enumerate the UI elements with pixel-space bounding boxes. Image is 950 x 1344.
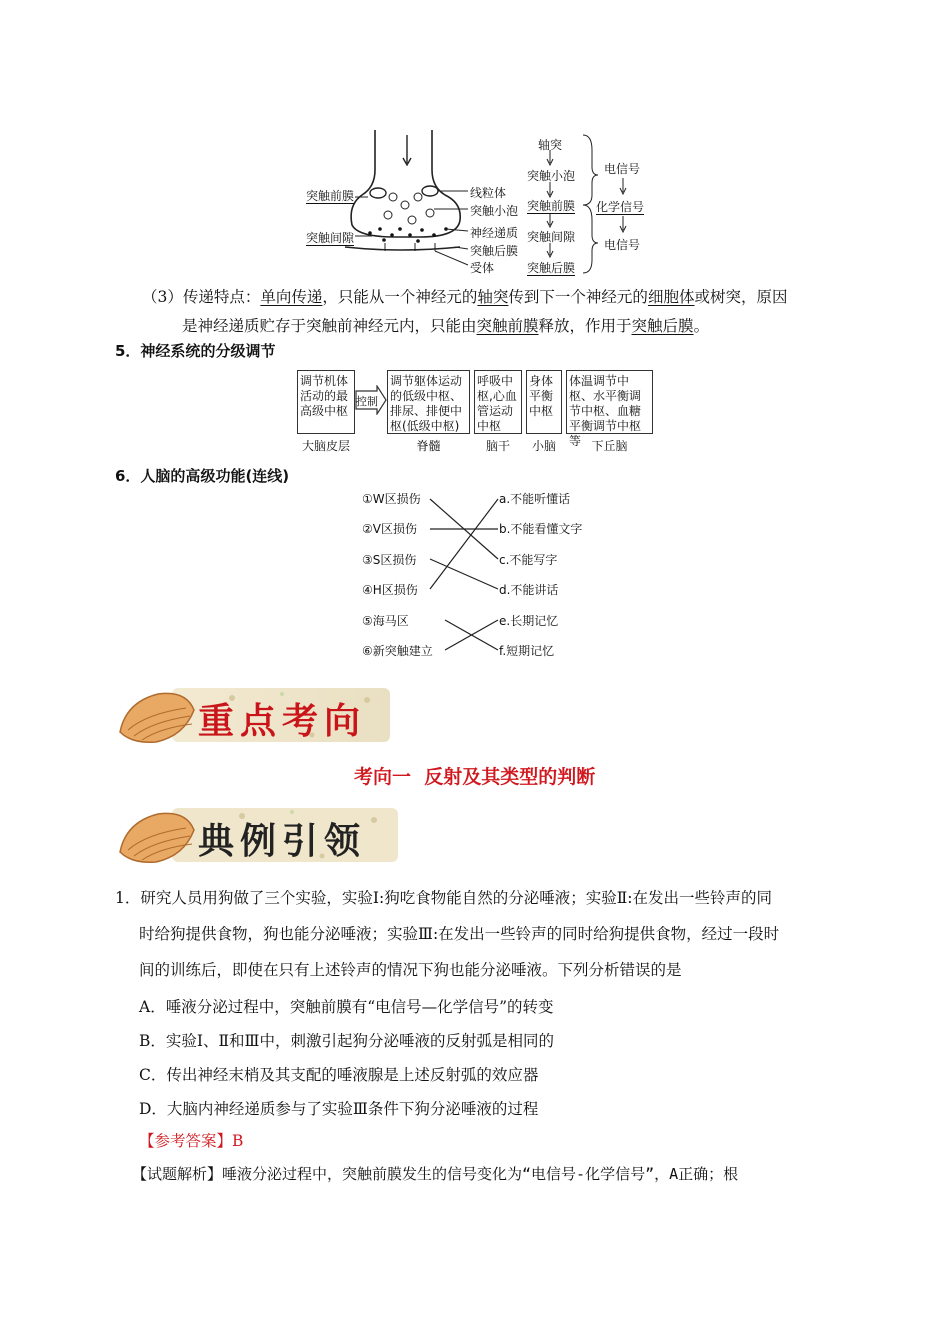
left-item-hippocampus: ⑤海马区 (362, 614, 409, 628)
question-1 (115, 880, 845, 988)
text: 释放，作用于 (538, 317, 632, 335)
answer-value: B (232, 1132, 244, 1150)
shell-icon (116, 684, 198, 746)
label-synaptic-cleft: 突触间隙 (306, 231, 355, 245)
flow-cleft: 突触间隙 (527, 230, 576, 244)
question-stem-line-3: 间的训练后，即使在只有上述铃声的情况下狗也能分泌唾液。下列分析错误的是 (139, 961, 682, 979)
flow-presynaptic: 突触前膜 (527, 199, 576, 213)
blank-cell-body: 细胞体 (647, 288, 695, 306)
left-item-v: ②V区损伤 (362, 522, 417, 536)
blank-axon: 轴突 (477, 288, 509, 306)
label-receptor: 受体 (470, 261, 495, 275)
option-b: B．实验Ⅰ、Ⅱ和Ⅲ中，刺激引起狗分泌唾液的反射弧是相同的 (139, 1032, 554, 1050)
label-neurotransmitter: 神经递质 (470, 226, 519, 240)
signal-electric-2: 电信号 (604, 238, 641, 252)
signal-chemical: 化学信号 (596, 200, 645, 214)
text: 是神经递质贮存于突触前神经元内，只能由 (182, 317, 477, 335)
transmission-line-1 (142, 283, 862, 312)
label-postsynaptic-membrane: 突触后膜 (470, 244, 519, 258)
right-item-f: f.短期记忆 (499, 644, 555, 658)
box-brainstem: 呼吸中枢,心血管运动中枢 (474, 370, 522, 434)
left-item-w: ①W区损伤 (362, 492, 421, 506)
label-mitochondria: 线粒体 (470, 186, 507, 200)
blank-one-way: 单向传递 (260, 288, 323, 306)
flow-axon: 轴突 (538, 138, 563, 152)
answer-line (139, 1127, 243, 1156)
answer-label: 【参考答案】 (139, 1132, 233, 1150)
banner-examples (112, 800, 402, 868)
label-presynaptic-membrane: 突触前膜 (306, 189, 355, 203)
box-cerebellum: 身体平衡中枢 (526, 370, 562, 434)
right-item-a: a.不能听懂话 (499, 492, 571, 506)
option-a: A．唾液分泌过程中，突触前膜有“电信号—化学信号”的转变 (139, 998, 554, 1016)
signal-arrows (618, 176, 628, 236)
left-item-h: ④H区损伤 (362, 583, 418, 597)
banner-examples-title: 典例引领 (198, 820, 367, 862)
banner-key-directions (112, 680, 394, 748)
option-c: C．传出神经末梢及其支配的唾液腺是上述反射弧的效应器 (139, 1066, 539, 1084)
blank-presynaptic: 突触前膜 (476, 317, 539, 335)
left-item-new-synapse: ⑥新突触建立 (362, 644, 433, 658)
analysis-line: 【试题解析】唾液分泌过程中，突触前膜发生的信号变化为“电信号-化学信号”，A正确；根 (132, 1165, 739, 1183)
caption-brainstem: 脑干 (485, 439, 510, 453)
question-stem-line-2: 时给狗提供食物，狗也能分泌唾液；实验Ⅲ:在发出一些铃声的同时给狗提供食物，经过一段时 (139, 925, 780, 943)
section-6-title: 6．人脑的高级功能(连线) (115, 467, 290, 485)
box-cortex: 调节机体活动的最高级中枢 (297, 370, 355, 434)
question-stem-line-1: 1．研究人员用狗做了三个实验，实验Ⅰ:狗吃食物能自然的分泌唾液；实验Ⅱ:在发出一些铃声的同 (115, 889, 772, 907)
text: ，只能从一个神经元的 (322, 288, 478, 306)
blank-postsynaptic: 突触后膜 (631, 317, 694, 335)
shell-icon (116, 804, 198, 866)
box-spinal: 调节躯体运动的低级中枢、排尿、排便中枢(低级中枢) (387, 370, 470, 434)
text: 或树突，原因 (694, 288, 788, 306)
matching-lines (420, 490, 502, 660)
banner-key-directions-title: 重点考向 (198, 700, 367, 742)
right-item-c: c.不能写字 (499, 553, 558, 567)
text: 。 (693, 317, 710, 335)
label-vesicle: 突触小泡 (470, 204, 519, 218)
transmission-line-2 (142, 312, 862, 341)
signal-electric-1: 电信号 (604, 162, 641, 176)
flow-vesicle: 突触小泡 (527, 169, 576, 183)
text: （3）传递特点： (142, 288, 261, 306)
box-hypothalamus: 体温调节中枢、水平衡调节中枢、血糖平衡调节中枢等 (566, 370, 653, 434)
section-5-title: 5．神经系统的分级调节 (115, 342, 276, 360)
option-d: D．大脑内神经递质参与了实验Ⅲ条件下狗分泌唾液的过程 (139, 1100, 539, 1118)
flow-postsynaptic: 突触后膜 (527, 261, 576, 275)
left-item-s: ③S区损伤 (362, 553, 417, 567)
right-item-e: e.长期记忆 (499, 614, 559, 628)
right-item-b: b.不能看懂文字 (499, 522, 583, 536)
caption-cortex: 大脑皮层 (301, 439, 350, 453)
options (139, 990, 839, 1126)
caption-spinal: 脊髓 (416, 439, 441, 453)
transmission-paragraph (142, 283, 862, 341)
direction-subtitle: 考向一 反射及其类型的判断 (354, 766, 596, 788)
text: 传到下一个神经元的 (508, 288, 648, 306)
caption-hypothalamus: 下丘脑 (591, 439, 628, 453)
caption-cerebellum: 小脑 (531, 439, 556, 453)
arrow-label: 控制 (356, 395, 378, 408)
right-item-d: d.不能讲话 (499, 583, 559, 597)
